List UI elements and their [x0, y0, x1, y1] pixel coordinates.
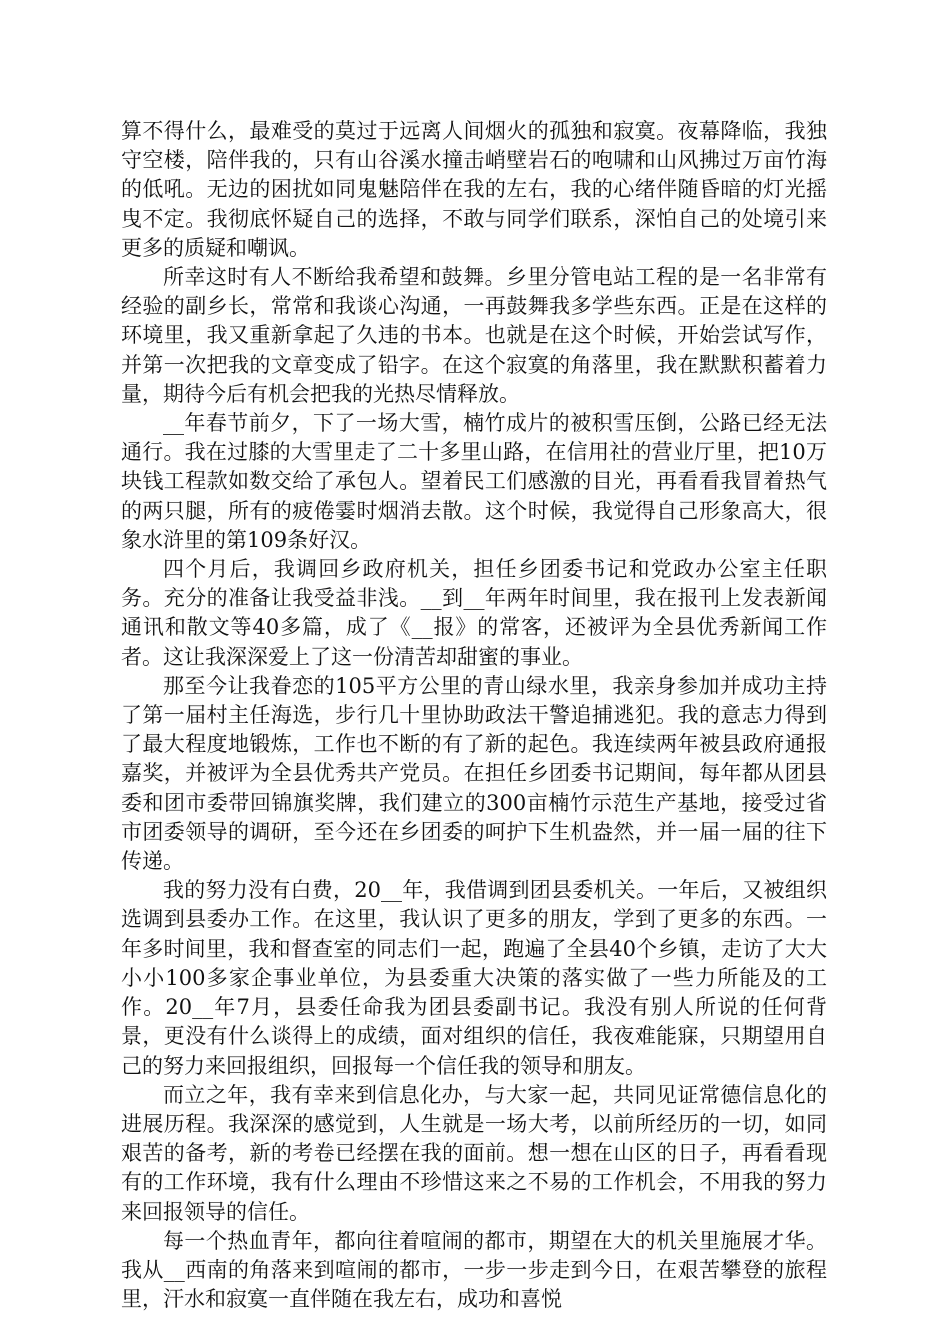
paragraph-5: 那至今让我眷恋的105平方公里的青山绿水里，我亲身参加并成功主持了第一届村主任海选，步行几十里协助政法干警追捕逃犯。我的意志力得到了最大程度地锻炼，工作也不断的有了新的起色。我连续两年被县政府通报嘉奖，并被评为全县优秀共产党员。在担任乡团委书记期间，每年都从团县委和团市委带回锦旗奖牌，我们建立的300亩楠竹示范生产基地，接受过省市团委领导的调研，至今还在乡团委的呵护下生机盎然，并一届一届的往下传递。 [121, 673, 827, 874]
document-body [121, 117, 827, 1314]
paragraph-8: 每一个热血青年，都向往着喧闹的都市，期望在大的机关里施展才华。我从__西南的角落来到喧闹的都市，一步一步走到今日，在艰苦攀登的旅程里，汗水和寂寞一直伴随在我左右，成功和喜悦 [121, 1228, 827, 1312]
paragraph-6: 我的努力没有白费，20__年，我借调到团县委机关。一年后，又被组织选调到县委办工作。在这里，我认识了更多的朋友，学到了更多的东西。一年多时间里，我和督查室的同志们一起，跑遍了全县40个乡镇，走访了大大小小100多家企事业单位，为县委重大决策的落实做了一些力所能及的工作。20__年7月，县委任命我为团县委副书记。我没有别人所说的任何背景，更没有什么谈得上的成绩，面对组织的信任，我夜难能寐，只期望用自己的努力来回报组织，回报每一个信任我的领导和朋友。 [121, 878, 827, 1078]
paragraph-2: 所幸这时有人不断给我希望和鼓舞。乡里分管电站工程的是一名非常有经验的副乡长，常常和我谈心沟通，一再鼓舞我多学些东西。正是在这样的环境里，我又重新拿起了久违的书本。也就是在这个时候，开始尝试写作，并第一次把我的文章变成了铅字。在这个寂寞的角落里，我在默默积蓄着力量，期待今后有机会把我的光热尽情释放。 [121, 265, 827, 406]
paragraph-4: 四个月后，我调回乡政府机关，担任乡团委书记和党政办公室主任职务。充分的准备让我受益非浅。__到__年两年时间里，我在报刊上发表新闻通讯和散文等40多篇，成了《__报》的常客，还被评为全县优秀新闻工作者。这让我深深爱上了这一份清苦却甜蜜的事业。 [121, 557, 827, 669]
paragraph-3: __年春节前夕，下了一场大雪，楠竹成片的被积雪压倒，公路已经无法通行。我在过膝的大雪里走了二十多里山路，在信用社的营业厅里，把10万块钱工程款如数交给了承包人。望着民工们感激的目光，再看看我冒着热气的两只腿，所有的疲倦霎时烟消去散。这个时候，我觉得自己形象高大，很象水浒里的第109条好汉。 [121, 411, 827, 552]
paragraph-7: 而立之年，我有幸来到信息化办，与大家一起，共同见证常德信息化的进展历程。我深深的感觉到，人生就是一场大考，以前所经历的一切，如同艰苦的备考，新的考卷已经摆在我的面前。想一想在山区的日子，再看看现有的工作环境，我有什么理由不珍惜这来之不易的工作机会，不用我的努力来回报领导的信任。 [121, 1082, 827, 1224]
paragraph-1: 算不得什么，最难受的莫过于远离人间烟火的孤独和寂寞。夜幕降临，我独守空楼，陪伴我的，只有山谷溪水撞击峭壁岩石的咆啸和山风拂过万亩竹海的低吼。无边的困扰如同鬼魅陪伴在我的左右，我的心绪伴随昏暗的灯光摇曳不定。我彻底怀疑自己的选择，不敢与同学们联系，深怕自己的处境引来更多的质疑和嘲讽。 [121, 119, 827, 260]
